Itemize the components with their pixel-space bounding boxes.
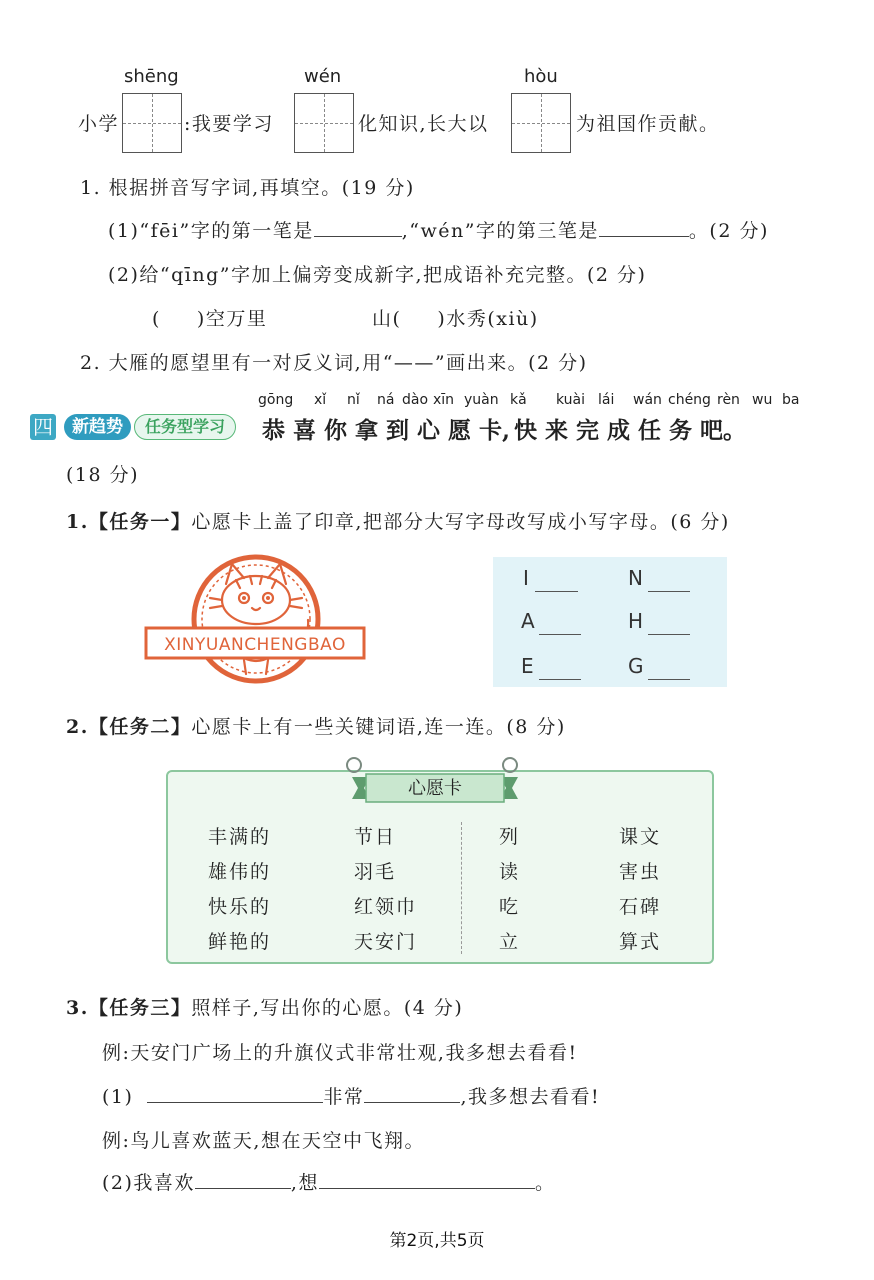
q1-sub2: (2)给“qīng”字加上偏旁变成新字,把成语补充完整。(2 分) <box>108 264 647 286</box>
card-divider <box>461 822 462 954</box>
task3-text: 照样子,写出你的心愿。(4 分) <box>191 997 464 1019</box>
card-word-right1[interactable]: 立 <box>499 931 521 953</box>
title-char: 。 <box>723 417 747 444</box>
new-trend-badge: 新趋势 <box>64 414 131 440</box>
card-word-left1[interactable]: 快乐的 <box>208 896 272 918</box>
card-word-left2[interactable]: 节日 <box>354 826 397 848</box>
title-pinyin: lái <box>598 392 615 408</box>
answer-blank-like[interactable] <box>195 1170 291 1189</box>
title-pinyin: nǐ <box>347 392 360 408</box>
task3-line1-num: (1) <box>102 1086 134 1108</box>
title-char: 完 <box>576 417 600 444</box>
card-word-right2[interactable]: 害虫 <box>619 861 662 883</box>
title-pinyin: kuài <box>556 392 586 408</box>
title-char: 恭 <box>262 417 285 444</box>
q2-text: 2. 大雁的愿望里有一对反义词,用“——”画出来。(2 分) <box>80 352 588 374</box>
letter-a: A <box>521 609 535 633</box>
title-char: 愿 <box>448 417 471 444</box>
task-learning-badge: 任务型学习 <box>134 414 236 440</box>
title-pinyin: xīn <box>433 392 455 408</box>
title-pinyin: yuàn <box>464 392 499 408</box>
title-char: 心 <box>417 417 440 444</box>
letter-h: H <box>628 609 644 633</box>
ring-right-icon <box>502 757 518 773</box>
task1-label: 1.【任务一】 <box>66 511 192 533</box>
title-char: 拿 <box>355 417 378 444</box>
q1-title: 1. 根据拼音写字词,再填空。(19 分) <box>80 177 415 199</box>
card-word-left2[interactable]: 红领巾 <box>354 896 418 918</box>
idiom-1-open: ( <box>152 308 161 330</box>
title-pinyin: kǎ <box>510 392 527 408</box>
intro-part1: 小学 <box>78 113 120 135</box>
letter-i: I <box>523 566 529 590</box>
title-pinyin: xǐ <box>314 392 327 408</box>
stamp-seal-icon <box>140 552 370 686</box>
task1-text: 心愿卡上盖了印章,把部分大写字母改写成小写字母。(6 分) <box>191 511 730 533</box>
title-char: 任 <box>638 417 662 444</box>
card-word-left1[interactable]: 丰满的 <box>208 826 272 848</box>
card-word-left1[interactable]: 雄伟的 <box>208 861 272 883</box>
card-word-right2[interactable]: 石碑 <box>619 896 662 918</box>
intro-part2: :我要学习 <box>184 113 274 135</box>
writing-box-3[interactable] <box>511 93 571 153</box>
title-pinyin: chéng <box>668 392 711 408</box>
task2-line <box>66 712 566 739</box>
letter-e: E <box>521 654 534 678</box>
idiom-2 <box>372 304 539 331</box>
title-char: 喜 <box>293 417 316 444</box>
task2-label: 2.【任务二】 <box>66 716 192 738</box>
title-pinyin: dào <box>402 392 429 408</box>
task3-line2 <box>102 1168 555 1195</box>
letter-i-blank[interactable] <box>535 591 578 592</box>
task2-text: 心愿卡上有一些关键词语,连一连。(8 分) <box>191 716 566 738</box>
card-word-right1[interactable]: 吃 <box>499 896 521 918</box>
title-pinyin: ba <box>782 392 800 408</box>
title-char: 快 <box>514 417 538 444</box>
title-char: , <box>502 417 511 444</box>
task3-example1: 例:天安门广场上的升旗仪式非常壮观,我多想去看看! <box>102 1042 578 1064</box>
card-title-ribbon <box>352 773 518 803</box>
section-title <box>262 412 746 445</box>
idiom-2-start: 山( <box>372 308 402 330</box>
ring-left-icon <box>346 757 362 773</box>
answer-blank-fei[interactable] <box>314 218 402 237</box>
task3-line <box>66 993 463 1020</box>
task3-line1 <box>102 1082 600 1109</box>
letter-n-blank[interactable] <box>648 591 690 592</box>
title-char: 你 <box>324 417 347 444</box>
task3-line1-mid: 非常 <box>323 1086 365 1108</box>
q1-sub1 <box>108 216 769 243</box>
letter-e-blank[interactable] <box>539 679 581 680</box>
title-pinyin: ná <box>377 392 395 408</box>
answer-blank-adjective[interactable] <box>364 1084 460 1103</box>
card-title: 心愿卡 <box>408 778 462 799</box>
card-word-left2[interactable]: 羽毛 <box>354 861 397 883</box>
answer-blank-wish[interactable] <box>319 1170 535 1189</box>
task3-label: 3.【任务三】 <box>66 997 192 1019</box>
idiom-1-rest: )空万里 <box>196 308 268 330</box>
q1-sub1-a: (1)“fēi”字的第一笔是 <box>108 220 314 242</box>
card-word-right2[interactable]: 课文 <box>619 826 662 848</box>
letter-n: N <box>628 566 643 590</box>
section-number-badge: 四 <box>30 414 56 440</box>
card-word-right2[interactable]: 算式 <box>619 931 662 953</box>
task3-line2-mid: ,想 <box>290 1172 319 1194</box>
title-pinyin: wán <box>633 392 662 408</box>
stamp-text: XINYUANCHENGBAO <box>164 635 346 655</box>
section-score: (18 分) <box>66 464 140 486</box>
title-pinyin: rèn <box>717 392 740 408</box>
task3-line1-end: ,我多想去看看! <box>460 1086 601 1108</box>
card-word-left2[interactable]: 天安门 <box>354 931 418 953</box>
writing-box-2[interactable] <box>294 93 354 153</box>
q1-sub1-b: ,“wén”字的第三笔是 <box>401 220 599 242</box>
idiom-2-rest: )水秀(xiù) <box>437 308 539 330</box>
page-indicator: 第2页,共5页 <box>389 1231 485 1251</box>
pinyin-sheng: shēng <box>124 66 179 87</box>
answer-blank-subject[interactable] <box>147 1084 323 1103</box>
card-word-left1[interactable]: 鲜艳的 <box>208 931 272 953</box>
title-pinyin: wu <box>752 392 773 408</box>
letter-a-blank[interactable] <box>539 634 581 635</box>
title-char: 成 <box>607 417 631 444</box>
title-char: 务 <box>669 417 693 444</box>
task3-line2-end: 。 <box>534 1172 556 1194</box>
title-char: 来 <box>545 417 569 444</box>
intro-part3: 化知识,长大以 <box>358 113 489 135</box>
task3-example2: 例:鸟儿喜欢蓝天,想在天空中飞翔。 <box>102 1130 425 1152</box>
letter-h-blank[interactable] <box>648 634 690 635</box>
card-word-right1[interactable]: 列 <box>499 826 521 848</box>
title-char: 吧 <box>700 417 724 444</box>
task3-line2-start: (2)我喜欢 <box>102 1172 195 1194</box>
pinyin-wen: wén <box>304 66 342 87</box>
idiom-1 <box>152 304 267 331</box>
q1-sub1-c: 。(2 分) <box>688 220 769 242</box>
letter-g: G <box>628 654 644 678</box>
task1-line <box>66 507 730 534</box>
title-char: 卡 <box>479 417 502 444</box>
intro-part4: 为祖国作贡献。 <box>576 113 720 135</box>
title-char: 到 <box>386 417 409 444</box>
writing-box-1[interactable] <box>122 93 182 153</box>
pinyin-hou: hòu <box>524 66 558 87</box>
card-word-right1[interactable]: 读 <box>499 861 521 883</box>
letter-g-blank[interactable] <box>648 679 690 680</box>
title-pinyin: gōng <box>258 392 294 408</box>
answer-blank-wen[interactable] <box>599 218 689 237</box>
